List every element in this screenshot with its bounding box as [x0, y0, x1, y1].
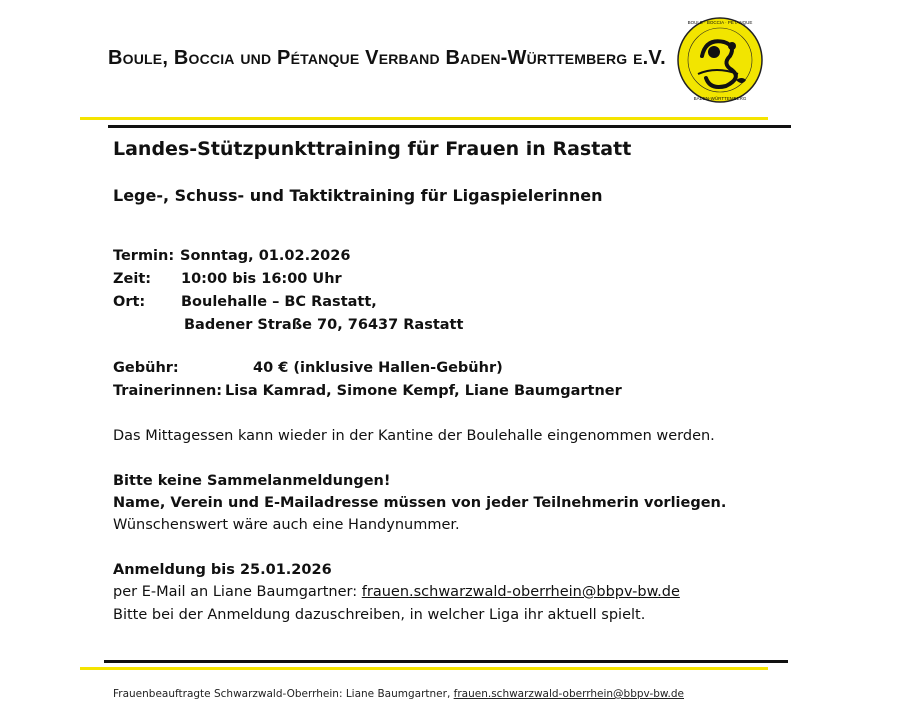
termin-row	[113, 248, 350, 264]
termin-label: Termin:	[113, 248, 175, 264]
ort-value-line2: Badener Straße 70, 76437 Rastatt	[184, 317, 464, 333]
termin-value: Sonntag, 01.02.2026	[180, 248, 351, 264]
footer-text: Frauenbeauftragte Schwarzwald-Oberrhein: Liane Baumgartner,	[113, 688, 454, 700]
svg-text:BOULE · BOCCIA · PÉTANQUE: BOULE · BOCCIA · PÉTANQUE	[687, 20, 753, 25]
no-group-signup-note: Bitte keine Sammelanmeldungen!	[113, 473, 391, 489]
signup-deadline: Anmeldung bis 25.01.2026	[113, 562, 332, 578]
zeit-label: Zeit:	[113, 271, 152, 287]
page-subheading: Lege-, Schuss- und Taktiktraining für Ligaspielerinnen	[113, 186, 603, 205]
trainer-label: Trainerinnen:	[113, 383, 223, 399]
phone-note: Wünschenswert wäre auch eine Handynummer.	[113, 517, 460, 533]
required-info-note: Name, Verein und E-Mailadresse müssen von jeder Teilnehmerin vorliegen.	[113, 495, 727, 511]
top-yellow-rule	[80, 117, 768, 120]
top-black-rule	[108, 125, 791, 128]
bottom-yellow-rule	[80, 667, 768, 670]
bottom-black-rule	[104, 660, 788, 663]
page-heading: Landes-Stützpunkttraining für Frauen in Rastatt	[113, 138, 632, 160]
ort-row	[113, 294, 377, 310]
signup-email-row	[113, 584, 680, 600]
footer	[113, 688, 684, 700]
organization-title: Boule, Boccia und Pétanque Verband Baden-Württemberg e.V.	[108, 47, 666, 69]
ort-value-line1: Boulehalle – BC Rastatt,	[181, 294, 377, 310]
footer-email-link[interactable]: frauen.schwarzwald-oberrhein@bbpv-bw.de	[453, 688, 684, 700]
signup-email-link[interactable]: frauen.schwarzwald-oberrhein@bbpv-bw.de	[361, 584, 680, 600]
gebuehr-label: Gebühr:	[113, 360, 179, 376]
trainer-row	[113, 383, 622, 399]
trainer-value: Lisa Kamrad, Simone Kempf, Liane Baumgartner	[225, 383, 622, 399]
federation-logo	[676, 16, 764, 104]
zeit-value: 10:00 bis 16:00 Uhr	[181, 271, 342, 287]
lunch-note: Das Mittagessen kann wieder in der Kantine der Boulehalle eingenommen werden.	[113, 428, 715, 444]
signup-email-prefix: per E-Mail an Liane Baumgartner:	[113, 584, 362, 600]
svg-text:BADEN-WÜRTTEMBERG: BADEN-WÜRTTEMBERG	[693, 96, 747, 101]
gebuehr-row	[113, 360, 503, 376]
gebuehr-value: 40 € (inklusive Hallen-Gebühr)	[253, 360, 503, 376]
zeit-row	[113, 271, 342, 287]
ort-label: Ort:	[113, 294, 146, 310]
league-note: Bitte bei der Anmeldung dazuschreiben, in welcher Liga ihr aktuell spielt.	[113, 607, 646, 623]
